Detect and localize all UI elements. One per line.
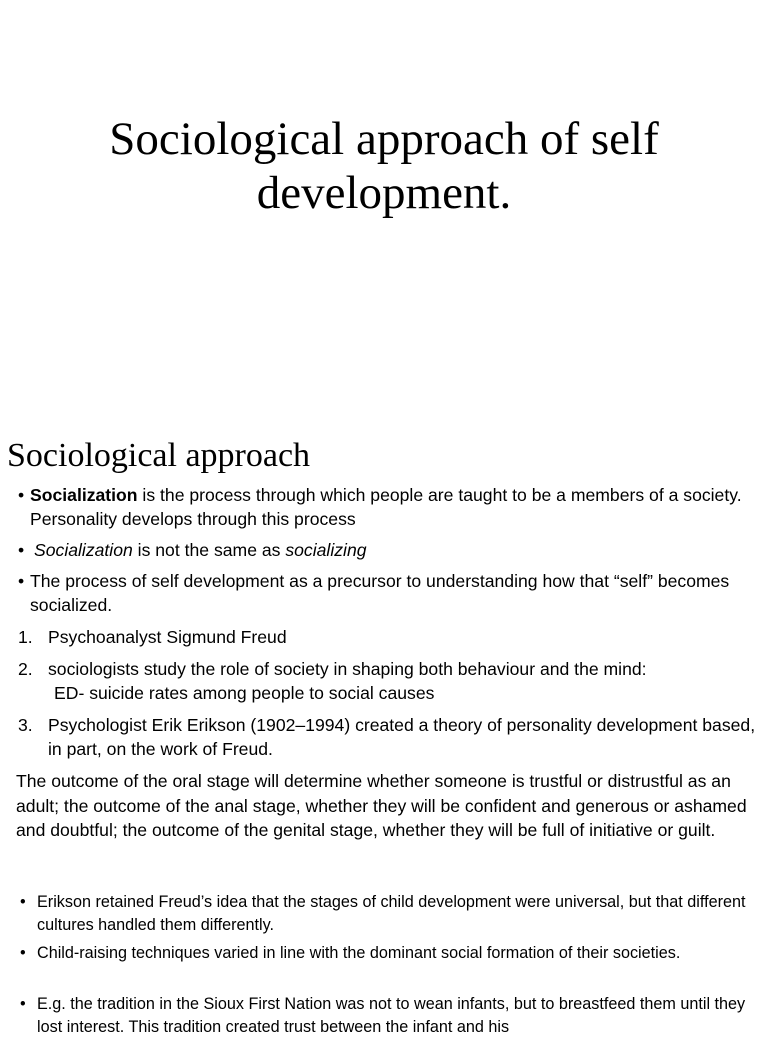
bullet-mark: • xyxy=(20,944,26,962)
bullet-mark: • xyxy=(18,540,25,560)
numbered-item-freud xyxy=(18,625,758,649)
numbered-item-erikson xyxy=(18,713,758,761)
bullet-text: Child-raising techniques varied in line with the dominant social formation of their societies. xyxy=(37,944,681,962)
item-text: Psychoanalyst Sigmund Freud xyxy=(48,627,287,647)
bullet-socialization-definition xyxy=(18,483,758,531)
sub-bullet-sioux-example xyxy=(20,993,760,1038)
numbered-item-sociologists xyxy=(18,657,758,705)
bullet-body xyxy=(18,483,758,531)
item-continuation: ED- suicide rates among people to social causes xyxy=(54,683,435,703)
bullet-self-development xyxy=(18,569,758,617)
item-body xyxy=(18,657,758,705)
item-text: sociologists study the role of society in shaping both behaviour and the mind: xyxy=(48,659,647,679)
bold-term: Socialization xyxy=(30,485,138,505)
bullet-text: is not the same as xyxy=(132,540,286,560)
bullet-socialization-vs-socializing xyxy=(18,538,758,562)
content-heading: Sociological approach xyxy=(7,437,311,474)
italic-term: Socialization xyxy=(34,540,133,560)
sub-bullet-erikson-retained xyxy=(20,891,760,936)
bullet-text: is the process through which people are taught to be a members of a society. Personality develops through this process xyxy=(30,485,742,529)
item-number: 3. xyxy=(18,715,33,735)
item-number: 2. xyxy=(18,659,33,679)
italic-term-2: socializing xyxy=(285,540,367,560)
sub-bullet-child-raising xyxy=(20,942,760,965)
title-slide xyxy=(0,0,768,420)
content-slide xyxy=(0,430,768,1036)
bullet-body xyxy=(18,538,758,562)
bullet-mark: • xyxy=(18,485,25,505)
bullet-mark: • xyxy=(20,893,26,911)
bullet-text: The process of self development as a precursor to understanding how that “self” becomes socialized. xyxy=(30,571,730,615)
bullet-text: E.g. the tradition in the Sioux First Nation was not to wean infants, but to breastfeed them until they lost interest. This tradition created trust between the infant and his xyxy=(37,995,746,1036)
item-text: Psychologist Erik Erikson (1902–1994) created a theory of personality development based, in part, on the work of Freud. xyxy=(48,715,756,759)
item-number: 1. xyxy=(18,627,33,647)
bullet-mark: • xyxy=(18,571,25,591)
bullet-mark: • xyxy=(20,995,26,1013)
stages-paragraph: The outcome of the oral stage will determine whether someone is trustful or distrustful as an adult; the outcome of the anal stage, whether they will be confident and generous or ashamed and doubtful; the outcome of the genital stage, whether they will be full of initiative or guilt. xyxy=(16,771,747,840)
bullet-text: Erikson retained Freud’s idea that the stages of child development were universal, but that different cultures handled them differently. xyxy=(37,893,746,934)
slide-title: Sociological approach of self development. xyxy=(109,113,659,219)
